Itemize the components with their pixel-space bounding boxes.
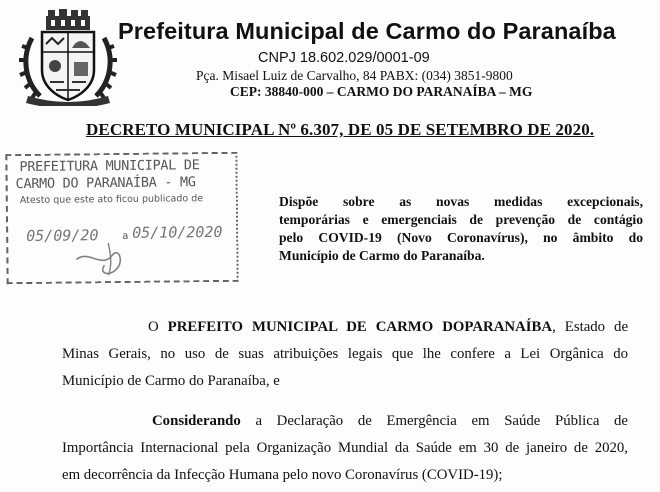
paragraph-mayor [62, 314, 628, 395]
mayor-title: PREFEITO MUNICIPAL DE CARMO DOPARANAÍBA [167, 319, 553, 335]
organization-name: Prefeitura Municipal de Carmo do Paranaíba [118, 18, 616, 44]
paragraph-line: Minas Gerais, no uso de suas atribuições legais que lhe confere a Lei Orgânica do [62, 346, 628, 362]
summary-line: Município de Carmo do Paranaíba. [279, 248, 485, 263]
summary-line: Dispõe sobre as novas medidas excepcionais, [279, 194, 643, 209]
decree-title: DECRETO MUNICIPAL Nº 6.307, DE 05 DE SETEMBRO DE 2020. [86, 120, 595, 139]
paragraph-line: Importância Internacional pela Organização Mundial da Saúde em 30 de janeiro de 2020, [62, 440, 628, 456]
stamp-date-to: 05/10/2020 [132, 222, 223, 242]
text-run: , Estado de [552, 319, 629, 335]
text-run: O [148, 319, 168, 335]
publication-stamp [5, 152, 238, 284]
paragraph-line: em decorrência da Infecção Humana pelo novo Coronavírus (COVID-19); [62, 467, 503, 483]
stamp-line-1: PREFEITURA MUNICIPAL DE [19, 157, 200, 176]
summary-line: pelo COVID-19 (Novo Coronavírus), no âmbito do [279, 230, 643, 245]
stamp-date-from: 05/09/20 [26, 226, 99, 246]
cep-line: CEP: 38840-000 – CARMO DO PARANAÍBA – MG [230, 84, 533, 99]
paragraph-considering [62, 408, 628, 489]
summary-line: temporárias e emergenciais de prevenção de contágio [279, 212, 643, 227]
paragraph-line: Município de Carmo do Paranaíba, e [62, 373, 280, 389]
cnpj-number: CNPJ 18.602.029/0001-09 [258, 50, 430, 66]
paragraph-line [62, 408, 628, 435]
handwritten-signature-icon [68, 239, 148, 280]
stamp-line-2: CARMO DO PARANAÍBA - MG [15, 174, 196, 193]
stamp-connector: a [122, 230, 129, 242]
considering-label: Considerando [152, 413, 241, 429]
address-line: Pça. Misael Luiz de Carvalho, 84 PABX: (034) 3851-9800 [196, 68, 513, 83]
paragraph-line [62, 314, 628, 341]
coat-of-arms-icon [18, 8, 118, 106]
stamp-line-3: Atesto que este ato ficou publicado de [19, 193, 204, 207]
text-run: a Declaração de Emergência em Saúde Pública de [240, 413, 628, 429]
decree-summary [279, 193, 643, 265]
